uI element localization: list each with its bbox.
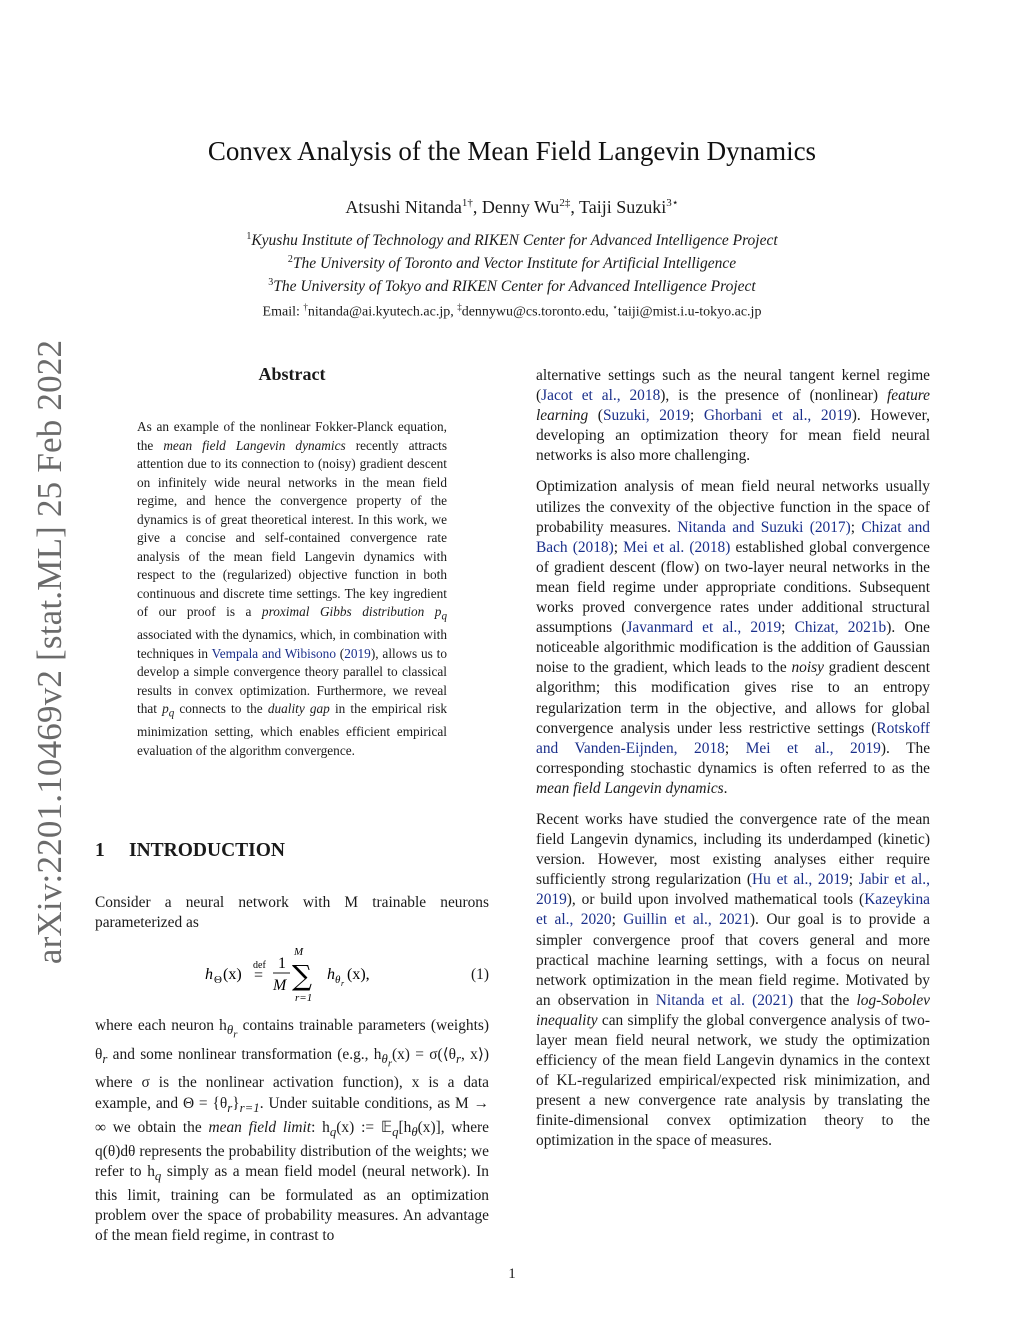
equation-1	[95, 944, 489, 1006]
author-mark: 2‡	[559, 197, 571, 209]
intro-paragraph: where each neuron $h_{\theta_r}$ contains trainable parameters (weights) $\theta_r$ and some nonlinear transformation (e.g., $h_{\theta_r}(x)$ = $\sigma(⟨\theta_r$, x⟩) where σ is the nonlinear activation function), x is a data example, and $\Theta = \{\theta_r\}_{r=1}$. Under suitable conditions, as M → ∞ we obtain the mean field limit: $h_q(x)$ := $𝔼_q[h_\theta(x)]$, where q(θ)dθ represents the probability distribution of the weights; we refer to $h_q$ simply as a mean field model (neural network). In this limit, training can be formulated as an optimization problem over the space of probability measures. An advantage of the mean field regime, in contrast to	[95, 1017, 489, 1245]
svg-text:θ: θ	[335, 974, 341, 986]
svg-text:(x),: (x),	[347, 966, 370, 983]
paper-title: Convex Analysis of the Mean Field Langevin Dynamics	[207, 136, 817, 166]
author-mark: 3⋆	[666, 197, 679, 209]
author-list: Atsushi Nitanda$^{1\dagger}$, Denny $Wu^{2\ddagger}$, Taiji Suzuki$^{3⋆}$	[345, 197, 679, 217]
email-mark: †	[303, 302, 308, 312]
svg-text:h: h	[327, 966, 335, 983]
citation-link[interactable]: Jacot et al., 2018	[541, 387, 661, 405]
email-mark: ⋆	[612, 302, 618, 312]
citation-link[interactable]: Mei et al., 2019	[745, 739, 881, 757]
citation-link[interactable]: Javanmard et al., 2019	[626, 619, 782, 637]
section-number: 1	[95, 840, 105, 861]
abstract-body: As an example of the nonlinear Fokker-Planck equation, the mean field Langevin dynamics recently attracts attention due to its connection to (noisy) gradient descent on infinitely wide neural networks in the mean field regime, and hence the convergence property of the dynamics is of great theoretical interest. In this work, we give a concise and self-contained convergence rate analysis of the mean field Langevin dynamics with respect to the (regularized) objective function in both continuous and discrete time settings. The key ingredient of our proof is a proximal Gibbs distribution $p_q$ associated with the dynamics, which, in combination with techniques in Vempala and Wibisono (2019), allows us to develop a simple convergence theory parallel to classical results in convex optimization. Furthermore, we reveal that $p_q$ connects to the duality gap in the empirical risk minimization setting, which enables efficient empirical evaluation of the algorithm convergence.	[137, 419, 448, 758]
intro-paragraph: Recent works have studied the convergence rate of the mean field Langevin dynamics, including its underdamped (kinetic) version. However, most existing analyses either require sufficiently strong regularization (Hu et al., 2019; Jabir et al., 2019), or build upon involved mathematical tools (Kazeykina et al., 2020; Guillin et al., 2021). Our goal is to provide a simpler convergence proof that covers general and more practical machine learning settings, with a focus on neural network optimization in the mean field regime. Motivated by an observation in Nitanda et al. (2021) that the log-Sobolev inequality can simplify the global convergence analysis of two-layer mean field neural network, we study the optimization efficiency of the mean field Langevin dynamics in the context of KL-regularized empirical/expected risk minimization, and present a new convergence rate analysis by translating the finite-dimensional convex optimization theory to the optimization in the space of measures.	[536, 810, 931, 1150]
author-name: Taiji Suzuki	[579, 197, 667, 217]
citation-link[interactable]: Suzuki, 2019	[602, 407, 690, 425]
citation-link[interactable]: Jabir et al., 2019	[536, 871, 930, 909]
abstract-heading: Abstract	[258, 364, 326, 384]
affiliation	[0, 277, 1024, 296]
email-address[interactable]: dennywu@cs.toronto.edu,	[461, 304, 609, 320]
affiliation	[0, 254, 1024, 273]
arxiv-identifier: arXiv:2201.10469v2 [stat.ML] 25 Feb 2022	[30, 339, 69, 965]
affiliation-number: 1	[246, 231, 252, 242]
citation-link[interactable]: Mei et al. (2018)	[623, 538, 731, 556]
svg-text:=: =	[254, 967, 264, 984]
svg-text:r: r	[341, 979, 345, 988]
intro-paragraph: alternative settings such as the neural tangent kernel regime (Jacot et al., 2018), is the presence of (nonlinear) feature learning (Suzuki, 2019; Ghorbani et al., 2019). However, developing an optimization theory for mean field neural networks is also more challenging.	[536, 367, 931, 465]
citation-link[interactable]: Guillin et al., 2021	[623, 911, 750, 929]
intro-paragraph: Optimization analysis of mean field neural networks usually utilizes the convexity of the objective function in the space of probability measures. Nitanda and Suzuki (2017); Chizat and Bach (2018); Mei et al. (2018) established global convergence of gradient descent (flow) on two-layer neural networks in the mean field regime under appropriate conditions. Subsequent works proved convergence rates under additional structural assumptions (Javanmard et al., 2019; Chizat, 2021b). One noticeable algorithmic modification is the addition of Gaussian noise to the gradient, which leads to the noisy gradient descent algorithm; this modification gives rise to an entropy regularization term in the objective, and allows for global convergence analysis under less restrictive settings (Rotskoff and Vanden-Eijnden, 2018; Mei et al., 2019). The corresponding stochastic dynamics is often referred to as the mean field Langevin dynamics.	[536, 478, 931, 797]
citation-link[interactable]: Hu et al., 2019	[752, 871, 849, 889]
email-mark: ‡	[457, 302, 462, 312]
affiliation-text: Kyushu Institute of Technology and RIKEN Center for Advanced Intelligence Project	[251, 232, 778, 250]
affiliation-text: The University of Toronto and Vector Institute for Artificial Intelligence	[292, 255, 737, 273]
svg-text:M: M	[294, 946, 304, 958]
email-label: Email:	[262, 304, 300, 320]
affiliation	[0, 231, 1024, 250]
svg-text:r=1: r=1	[295, 992, 313, 1004]
email-address[interactable]: nitanda@ai.kyutech.ac.jp,	[307, 304, 454, 320]
svg-text:h: h	[205, 966, 213, 983]
equation-body	[205, 944, 465, 1006]
author-mark: 1†	[461, 197, 473, 209]
citation-link[interactable]: 2019	[344, 645, 371, 661]
author-name: Denny Wu	[481, 197, 560, 217]
email-address[interactable]: taiji@mist.i.u-tokyo.ac.jp	[617, 304, 762, 320]
author-name: Atsushi Nitanda	[345, 197, 462, 217]
affiliation-number: 3	[268, 277, 274, 288]
citation-link[interactable]: Kazeykina et al., 2020	[536, 891, 930, 929]
citation-link[interactable]: Vempala and Wibisono	[211, 645, 336, 661]
affiliation-text: The University of Tokyo and RIKEN Center for Advanced Intelligence Project	[273, 278, 756, 296]
affiliation-number: 2	[287, 254, 293, 265]
svg-text:1: 1	[278, 955, 286, 972]
citation-link[interactable]: Nitanda et al. (2021)	[655, 991, 794, 1009]
section-title: INTRODUCTION	[129, 840, 286, 861]
section-heading	[95, 840, 495, 862]
svg-text:Θ: Θ	[214, 974, 222, 986]
citation-link[interactable]: Ghorbani et al., 2019	[703, 407, 852, 425]
citation-link[interactable]: Nitanda and Suzuki (2017)	[677, 518, 851, 536]
intro-paragraph: Consider a neural network with M trainable neurons parameterized as	[95, 894, 489, 932]
citation-link[interactable]: Chizat, 2021b	[794, 619, 887, 637]
svg-text:∑: ∑	[292, 959, 312, 992]
email-line	[0, 302, 1024, 321]
equation-number: (1)	[471, 966, 489, 983]
right-column	[536, 366, 930, 1163]
svg-text:(x): (x)	[223, 966, 242, 983]
equation-svg	[205, 944, 465, 1006]
citation-link[interactable]: Rotskoff and Vanden-Eijnden, 2018	[536, 719, 930, 757]
svg-text:def: def	[253, 960, 266, 971]
citation-link[interactable]: Chizat and Bach (2018)	[536, 518, 930, 556]
page-number: 1	[508, 1266, 516, 1282]
svg-text:M: M	[273, 977, 287, 994]
